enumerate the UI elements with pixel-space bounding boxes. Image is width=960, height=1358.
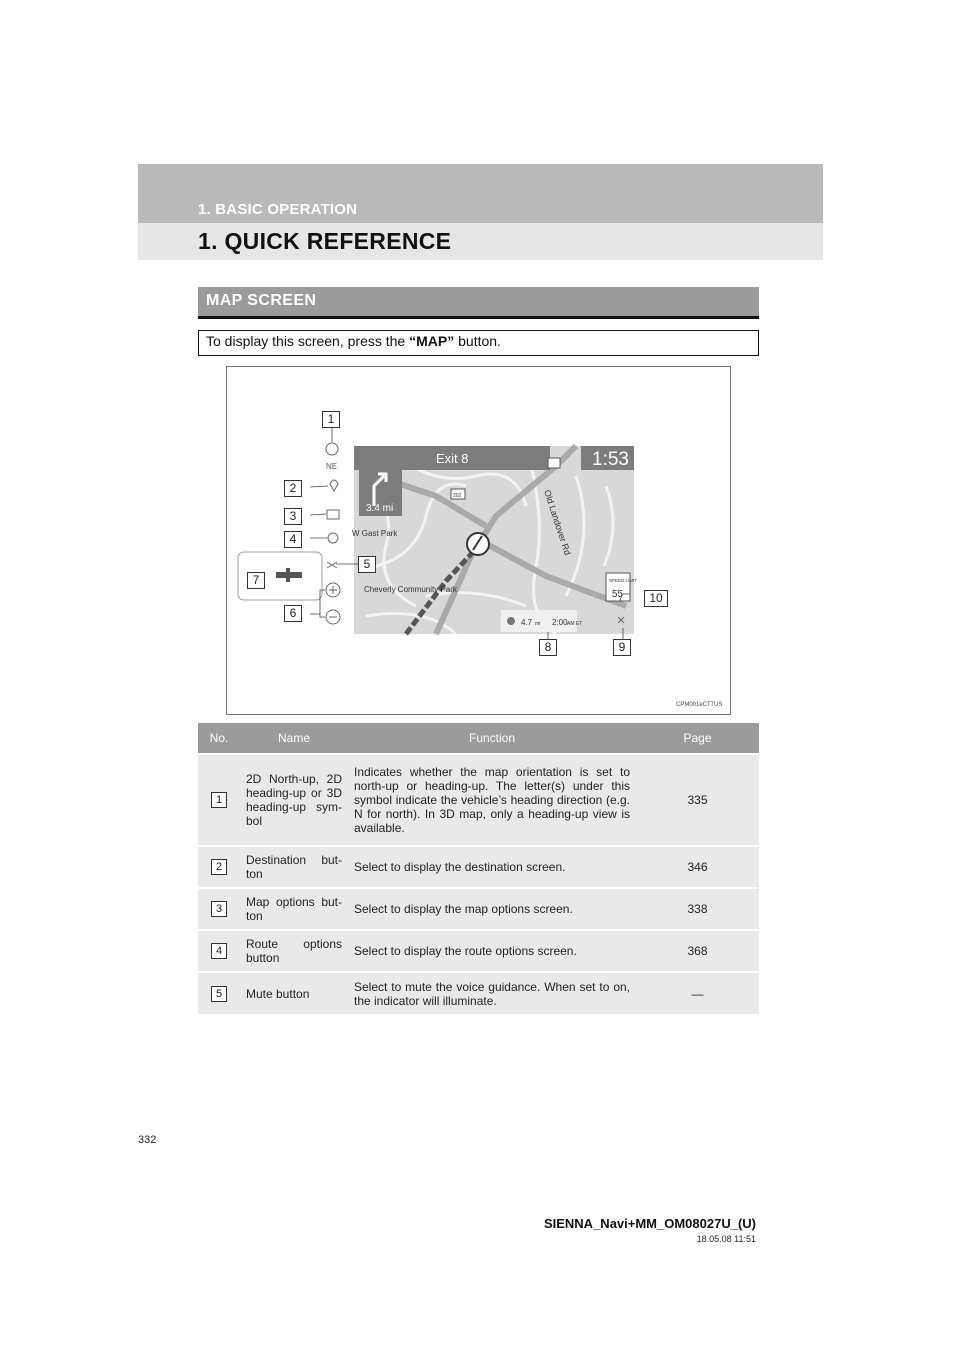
row-function: Select to display the route options screen. <box>348 930 636 972</box>
subheading-title: MAP SCREEN <box>206 292 317 309</box>
map-scale-tick <box>286 568 290 582</box>
reference-table <box>198 723 759 1014</box>
speed-limit-label: SPEED LIMIT <box>609 578 638 583</box>
callout-2: 2 <box>284 480 302 497</box>
header-function: Function <box>348 723 636 754</box>
header-page: Page <box>636 723 759 754</box>
header-no: No. <box>198 723 240 754</box>
compass-icon <box>326 443 338 455</box>
page-number: 332 <box>138 1134 157 1146</box>
table-row <box>198 846 759 888</box>
instruction-post: button. <box>454 333 501 349</box>
row-name: Map options but-ton <box>240 888 348 930</box>
arrival-time: 2:00 <box>552 618 568 627</box>
table-row <box>198 930 759 972</box>
row-number: 1 <box>211 792 227 808</box>
row-function: Indicates whether the map orientation is set to north-up or heading-up. The letter(s) under this symbol indicate the vehicle’s heading direction (e.g. N for north). In 3D map, only a heading-up view is available. <box>348 754 636 846</box>
row-page: 335 <box>636 754 759 846</box>
arrival-flag-icon <box>507 617 515 625</box>
row-no-cell <box>198 888 240 930</box>
instruction-pre: To display this screen, press the <box>206 333 410 349</box>
row-name: Route options button <box>240 930 348 972</box>
row-number: 3 <box>211 901 227 917</box>
arrival-suffix: AM ET <box>567 621 583 627</box>
row-page: 346 <box>636 846 759 888</box>
header-name: Name <box>240 723 348 754</box>
instruction-button-name: “MAP” <box>409 333 455 349</box>
row-no-cell <box>198 754 240 846</box>
row-page: 338 <box>636 888 759 930</box>
callout-8: 8 <box>539 639 557 656</box>
row-page: — <box>636 972 759 1014</box>
row-page: 368 <box>636 930 759 972</box>
table-header-row <box>198 723 759 754</box>
row-no-cell <box>198 846 240 888</box>
destination-pin-icon <box>330 480 338 491</box>
route-options-icon <box>328 533 338 543</box>
row-number: 4 <box>211 943 227 959</box>
remaining-distance: 4.7 <box>521 618 533 627</box>
callout-7: 7 <box>247 572 265 589</box>
turn-distance: 3.4 mi <box>366 503 394 514</box>
row-function: Select to mute the voice guidance. When set to on, the indicator will illuminate. <box>348 972 636 1014</box>
row-name: Destination but-ton <box>240 846 348 888</box>
place-label-cheverly: Cheverly Community Park <box>364 585 457 594</box>
route-shield-1 <box>548 458 560 468</box>
map-options-icon <box>327 510 339 519</box>
clock-time: 1:53 <box>592 449 629 470</box>
subheading-rule <box>198 316 759 319</box>
route-shield-label: 202 <box>453 493 462 499</box>
page-title: 1. QUICK REFERENCE <box>198 228 452 254</box>
table-row <box>198 754 759 846</box>
callout-6: 6 <box>284 605 302 622</box>
remaining-unit: mi <box>535 621 541 627</box>
speed-limit-value: 55 <box>612 589 624 600</box>
row-number: 5 <box>211 986 227 1002</box>
place-label-gast-park: W Gast Park <box>352 529 398 538</box>
callout-9: 9 <box>613 639 631 656</box>
callout-5: 5 <box>358 556 376 573</box>
table-row <box>198 972 759 1014</box>
document-date: 18.05.08 11:51 <box>696 1234 756 1244</box>
mute-icon <box>327 562 337 568</box>
instruction-text <box>206 333 501 349</box>
row-function: Select to display the destination screen. <box>348 846 636 888</box>
row-number: 2 <box>211 859 227 875</box>
row-no-cell <box>198 930 240 972</box>
row-function: Select to display the map options screen. <box>348 888 636 930</box>
callout-1: 1 <box>322 411 340 428</box>
exit-label: Exit 8 <box>436 451 469 466</box>
document-id: SIENNA_Navi+MM_OM08027U_(U) <box>543 1216 756 1231</box>
callout-3: 3 <box>284 508 302 525</box>
row-name: 2D North-up, 2D heading-up or 3D heading-up sym-bol <box>240 754 348 846</box>
row-name: Mute button <box>240 972 348 1014</box>
zoom-in-plus <box>329 586 337 594</box>
section-label: 1. BASIC OPERATION <box>198 201 358 218</box>
road-label: Old Landover Rd <box>542 488 573 557</box>
callout-10: 10 <box>644 590 668 607</box>
row-no-cell <box>198 972 240 1014</box>
orientation-label: NE <box>326 462 338 471</box>
figure-code: CPM001eCT7US <box>676 702 723 708</box>
table-row <box>198 888 759 930</box>
callout-4: 4 <box>284 531 302 548</box>
